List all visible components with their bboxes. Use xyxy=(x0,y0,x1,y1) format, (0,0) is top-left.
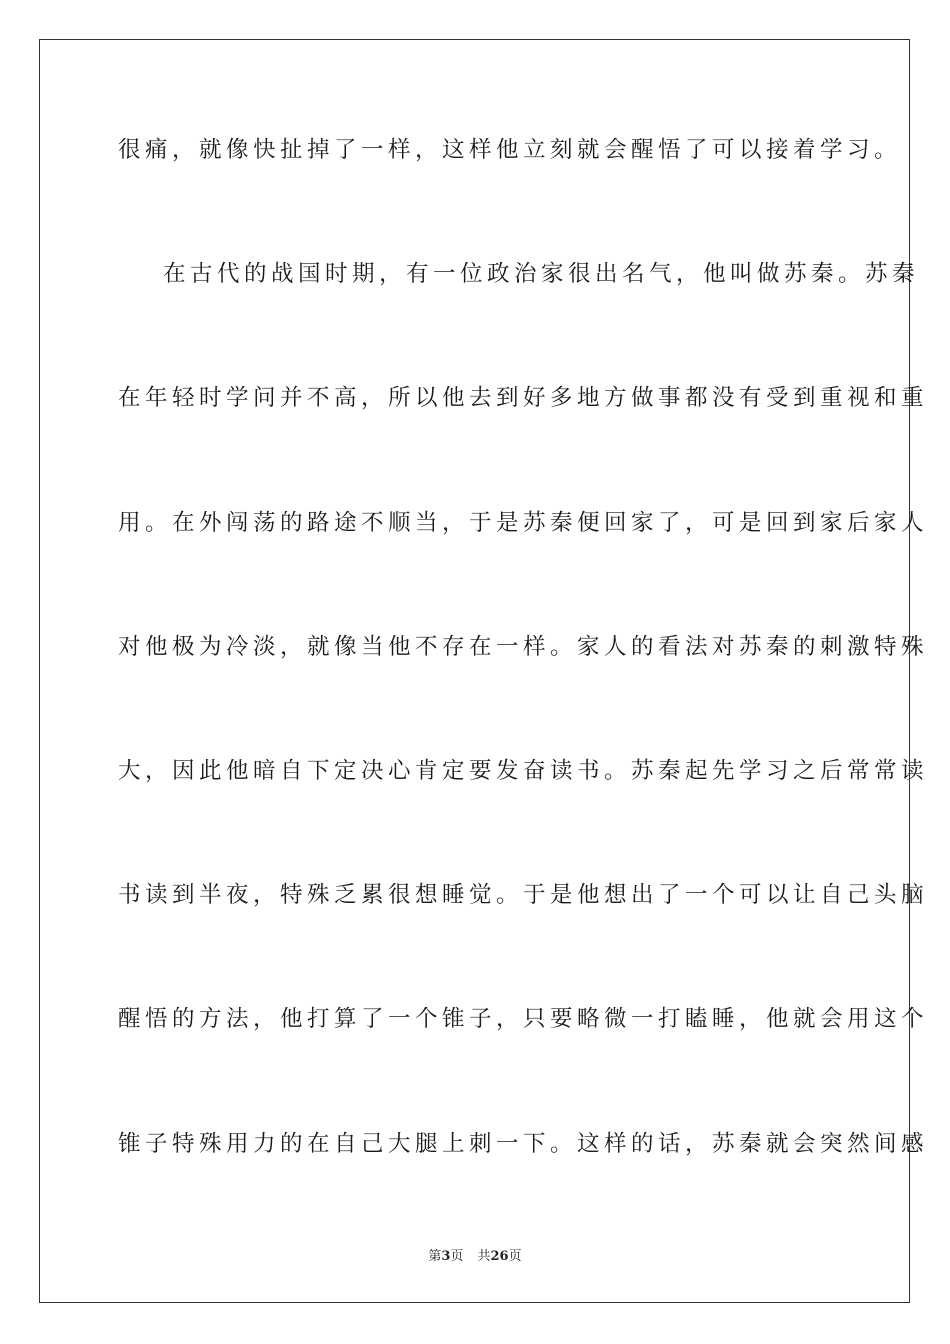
total-prefix: 共 xyxy=(477,1249,491,1264)
text-line-4: 用。在外闯荡的路途不顺当，于是苏秦便回家了，可是回到家后家人 xyxy=(118,510,929,536)
text-line-9: 锥子特殊用力的在自己大腿上刺一下。这样的话，苏秦就会突然间感 xyxy=(118,1131,929,1157)
text-line-5: 对他极为冷淡，就像当他不存在一样。家人的看法对苏秦的刺激特殊 xyxy=(118,634,929,660)
total-suffix: 页 xyxy=(508,1249,522,1264)
text-line-2: 在古代的战国时期，有一位政治家很出名气，他叫做苏秦。苏秦 xyxy=(163,261,920,287)
text-line-3: 在年轻时学问并不高，所以他去到好多地方做事都没有受到重视和重 xyxy=(118,385,929,411)
page-footer xyxy=(0,1248,950,1266)
text-line-8: 醒悟的方法，他打算了一个锥子，只要略微一打瞌睡，他就会用这个 xyxy=(118,1006,929,1032)
text-line-1: 很痛，就像快扯掉了一样，这样他立刻就会醒悟了可以接着学习。 xyxy=(118,137,902,163)
page-suffix: 页 xyxy=(450,1249,464,1264)
page-number: 3 xyxy=(441,1249,451,1264)
text-line-7: 书读到半夜，特殊乏累很想睡觉。于是他想出了一个可以让自己头脑 xyxy=(118,882,929,908)
text-line-6: 大，因此他暗自下定决心肯定要发奋读书。苏秦起先学习之后常常读 xyxy=(118,758,929,784)
page-prefix: 第 xyxy=(428,1249,442,1264)
total-pages: 26 xyxy=(490,1249,509,1264)
page-border xyxy=(39,39,929,1303)
